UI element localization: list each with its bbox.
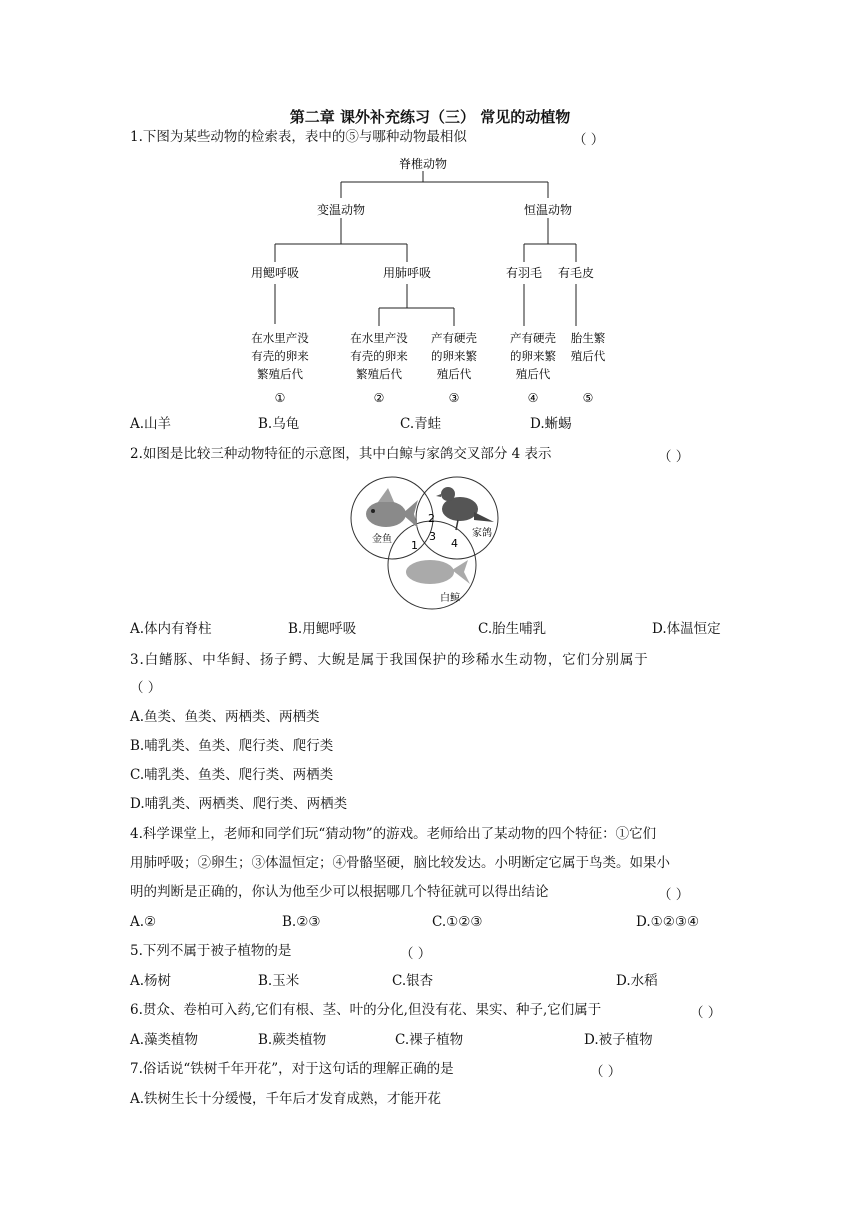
tree-leaf-2-line3: 繁殖后代 (356, 367, 402, 381)
goldfish-image (366, 488, 418, 528)
q1-classification-tree (240, 150, 640, 410)
q3-option-b: B.哺乳类、鱼类、爬行类、爬行类 (130, 738, 334, 754)
tree-leaf-5-line2: 殖后代 (570, 349, 606, 363)
q3-stem-line1: 3.白鳍豚、中华鲟、扬子鳄、大鲵是属于我国保护的珍稀水生动物，它们分别属于 (130, 652, 649, 668)
q6-option-c: C.裸子植物 (395, 1032, 464, 1048)
q2-option-b: B.用鳃呼吸 (288, 621, 357, 637)
q5-stem: 5.下列不属于被子植物的是 (130, 943, 292, 959)
q5-answer-paren: （ ） (400, 946, 432, 962)
q2-answer-paren: （ ） (658, 449, 690, 465)
venn-region-4: 4 (451, 537, 458, 550)
tree-node-fur: 有毛皮 (557, 266, 595, 280)
q2-option-d: D.体温恒定 (652, 621, 721, 637)
q2-venn-diagram (348, 474, 508, 612)
tree-leaf-2-line1: 在水里产没 (350, 331, 408, 345)
venn-region-2: 2 (428, 512, 435, 525)
tree-leaf-1-line3: 繁殖后代 (257, 367, 303, 381)
venn-region-3: 3 (429, 530, 436, 543)
q5-option-d: D.水稻 (616, 973, 658, 989)
q5-option-a: A.杨树 (130, 973, 172, 989)
tree-node-lungs: 用肺呼吸 (382, 266, 432, 280)
tree-number-5: ⑤ (582, 391, 594, 405)
q5-option-b: B.玉米 (258, 973, 300, 989)
q3-answer-paren: （ ） (130, 680, 162, 696)
q4-stem-line1: 4.科学课堂上，老师和同学们玩“猜动物”的游戏。老师给出了某动物的四个特征：①它们 (130, 826, 657, 842)
q3-option-a: A.鱼类、鱼类、两栖类、两栖类 (130, 709, 320, 725)
q1-option-b: B.乌龟 (258, 416, 300, 432)
tree-number-1: ① (274, 391, 286, 405)
tree-leaf-4-line1: 产有硬壳 (510, 331, 556, 345)
venn-label-goldfish: 金鱼 (372, 534, 392, 545)
venn-region-1: 1 (411, 539, 418, 552)
q4-option-b: B.②③ (282, 914, 321, 930)
whale-image (406, 560, 470, 584)
tree-leaf-1-line2: 有壳的卵来 (251, 349, 309, 363)
q3-option-c: C.哺乳类、鱼类、爬行类、两栖类 (130, 767, 334, 783)
tree-node-warm-blooded: 恒温动物 (523, 203, 573, 217)
q1-option-d: D.蜥蜴 (530, 416, 572, 432)
tree-number-2: ② (373, 391, 385, 405)
tree-leaf-1-line1: 在水里产没 (251, 331, 309, 345)
tree-leaf-4-line2: 的卵来繁 (510, 349, 556, 363)
tree-leaf-5-line1: 胎生繁 (570, 331, 606, 345)
tree-number-4: ④ (527, 391, 539, 405)
q4-option-c: C.①②③ (432, 914, 483, 930)
q6-option-a: A.藻类植物 (130, 1032, 199, 1048)
tree-leaf-3-line2: 的卵来繁 (431, 349, 477, 363)
tree-root: 脊椎动物 (398, 157, 448, 171)
tree-node-gills: 用鳃呼吸 (250, 266, 300, 280)
tree-leaf-3-line1: 产有硬壳 (431, 331, 477, 345)
tree-leaf-3-line3: 殖后代 (436, 367, 472, 381)
q7-option-a: A.铁树生长十分缓慢，千年后才发育成熟，才能开花 (130, 1091, 442, 1107)
q1-option-a: A.山羊 (130, 416, 172, 432)
q4-stem-line2: 用肺呼吸；②卵生；③体温恒定；④骨骼坚硬，脑比较发达。小明断定它属于鸟类。如果小 (130, 855, 670, 871)
venn-label-whale: 白鲸 (440, 593, 460, 604)
q4-option-d: D.①②③④ (636, 914, 700, 930)
q1-option-c: C.青蛙 (400, 416, 442, 432)
q7-answer-paren: （ ） (590, 1064, 622, 1080)
q5-option-c: C.银杏 (392, 973, 434, 989)
tree-node-cold-blooded: 变温动物 (316, 203, 366, 217)
q2-option-a: A.体内有脊柱 (130, 621, 212, 637)
q4-answer-paren: （ ） (658, 887, 690, 903)
pigeon-image (436, 487, 494, 530)
q3-option-d: D.哺乳类、两栖类、爬行类、两栖类 (130, 796, 348, 812)
tree-number-3: ③ (448, 391, 460, 405)
q7-stem: 7.俗话说“铁树千年开花”，对于这句话的理解正确的是 (130, 1061, 454, 1077)
q2-stem: 2.如图是比较三种动物特征的示意图，其中白鲸与家鸽交叉部分 4 表示 (130, 446, 552, 462)
q6-answer-paren: （ ） (690, 1005, 722, 1021)
tree-leaf-2-line2: 有壳的卵来 (350, 349, 408, 363)
q4-stem-line3: 明的判断是正确的，你认为他至少可以根据哪几个特征就可以得出结论 (130, 884, 549, 900)
q1-answer-paren: （ ） (573, 132, 605, 148)
venn-label-pigeon: 家鸽 (472, 528, 492, 539)
q2-option-c: C.胎生哺乳 (478, 621, 547, 637)
page-title: 第二章 课外补充练习（三） 常见的动植物 (289, 108, 571, 126)
q6-option-b: B.蕨类植物 (258, 1032, 327, 1048)
q6-stem: 6.贯众、卷柏可入药,它们有根、茎、叶的分化,但没有花、果实、种子,它们属于 (130, 1002, 602, 1018)
q6-option-d: D.被子植物 (584, 1032, 653, 1048)
q1-stem: 1.下图为某些动物的检索表，表中的⑤与哪种动物最相似 (130, 129, 467, 145)
tree-leaf-4-line3: 殖后代 (515, 367, 551, 381)
q4-option-a: A.② (130, 914, 157, 930)
tree-node-feathers: 有羽毛 (505, 266, 543, 280)
